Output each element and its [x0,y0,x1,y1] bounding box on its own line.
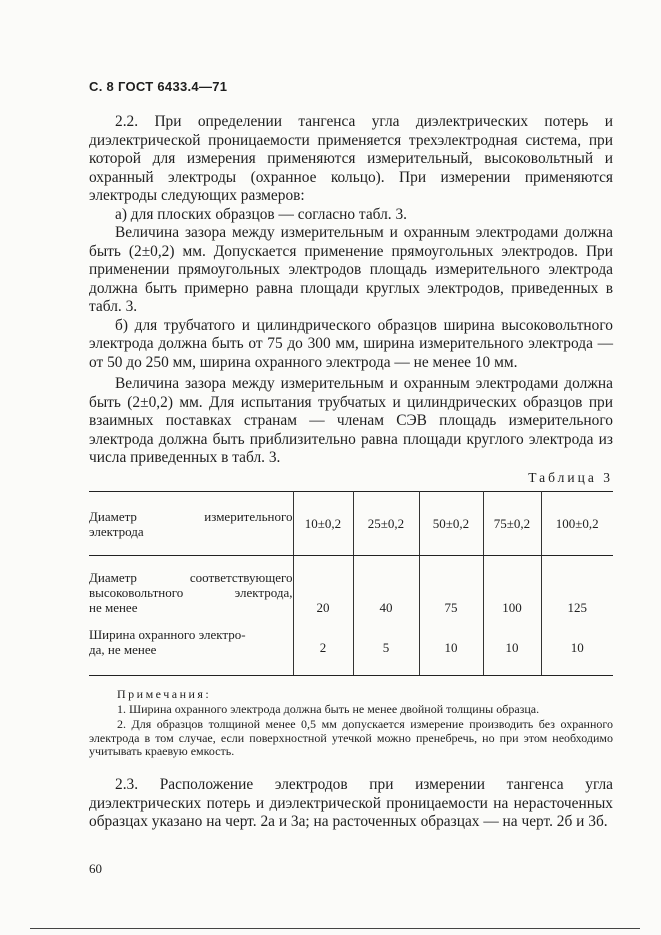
section-2-3 [89,776,613,832]
table-cell: 10 [541,620,613,676]
page-number: 60 [89,861,102,876]
table-cell: 10 [483,620,541,676]
table-cell: 100 [483,556,541,620]
table-row [89,620,613,676]
column-header: 10±0,2 [293,492,353,556]
row-label: Диаметр соответствующего высоковольтного электрода, не менее [89,556,293,620]
table-cell: 125 [541,556,613,620]
paragraph-2-2: 2.2. При определении тангенса угла диэлектрических потерь и диэлектрической проницаемости применяется трехэлектродная система, при которой для измерения применяются измерительный, высоковольтный и охранный электроды (охранное кольцо). При измерении применяются электроды следующих размеров: [89,113,613,204]
page-header: С. 8 ГОСТ 6433.4—71 [89,79,228,94]
table-row [89,556,613,620]
column-header: 75±0,2 [483,492,541,556]
page-bottom-rule [30,928,640,929]
note-item: 2. Для образцов толщиной менее 0,5 мм допускается измерение производить без охранного электрода в том случае, если поверхностной утечкой можно пренебречь, но при этом необходимо учитывать краевую емкость. [89,717,613,758]
header-label-line: Диаметр измерительного [89,508,293,524]
note-item: 1. Ширина охранного электрода должна быть не менее двойной толщины образца. [117,701,540,716]
table-cell: 75 [419,556,483,620]
table-cell: 5 [353,620,419,676]
table-notes [89,688,613,761]
table-cell: 20 [293,556,353,620]
electrode-table [89,491,613,676]
header-label-line: электрода [89,523,144,539]
table-header-row [89,492,613,556]
column-header: 25±0,2 [353,492,419,556]
paragraph-gap-flat: Величина зазора между измерительным и охранным электродами должна быть (2±0,2) мм. Допускается применение прямоугольных электродов. При применении прямоугольных электродов площадь измерительного электрода должна быть примерно равна площади круглых электродов, приведенных в табл. 3. [89,224,613,315]
table-cell: 2 [293,620,353,676]
column-header: 50±0,2 [419,492,483,556]
row-label: Ширина охранного электро- да, не менее [89,620,293,676]
notes-title: Примечания: [117,687,212,701]
table-cell: 40 [353,556,419,620]
header-label-cell [89,492,293,556]
paragraph-gap-tubular: Величина зазора между измерительным и охранным электродами должна быть (2±0,2) мм. Для испытания трубчатых и цилиндрических образцов при взаимных поставках странам — членам СЭВ площадь измерительного электрода должна быть приблизительно равна площади круглого электрода из числа приведенных в табл. 3. [89,375,613,466]
column-header: 100±0,2 [541,492,613,556]
paragraph-tubular-samples: б) для трубчатого и цилиндрического образцов ширина высоковольтного электрода должна быть от 75 до 300 мм, ширина измерительного электрода — от 50 до 250 мм, ширина охранного электрода — не менее 10 мм. [89,316,613,371]
section-2-2 [89,113,613,468]
paragraph-flat-samples: а) для плоских образцов — согласно табл. 3. [115,205,408,223]
table-caption: Таблица 3 [528,470,613,485]
paragraph-2-3: 2.3. Расположение электродов при измерении тангенса угла диэлектрических потерь и диэлектрической проницаемости на нерасточенных образцах указано на черт. 2а и 3а; на расточенных образцах — на черт. 2б и 3б. [89,776,613,830]
table-cell: 10 [419,620,483,676]
